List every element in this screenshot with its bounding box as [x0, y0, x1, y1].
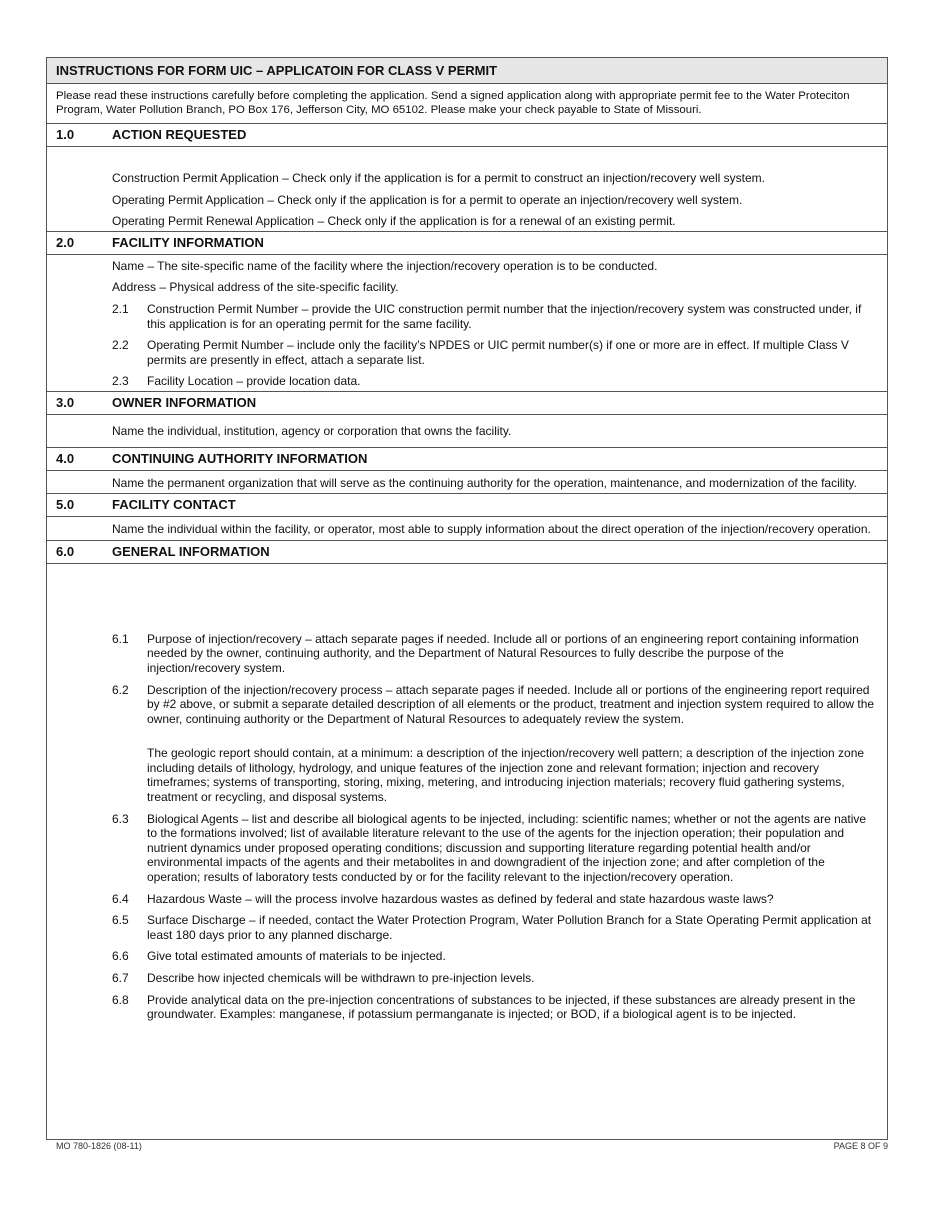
paragraph: Operating Permit Renewal Application – Check only if the application is for a renewal of an existing permit.	[112, 214, 676, 229]
section-title: FACILITY INFORMATION	[112, 234, 264, 250]
paragraph: Construction Permit Application – Check only if the application is for a permit to construct an injection/recovery well system.	[112, 171, 765, 185]
section-title: OWNER INFORMATION	[112, 394, 257, 410]
item-text: Description of the injection/recovery process – attach separate pages if needed. Include all or portions of the engineering report required by #2 above, or submit a separate detailed description of all elements or the product, treatment and injection system required to allow the owner, continuing authority or the Department of Natural Resources to adequately review the system.	[147, 682, 875, 726]
form-title: INSTRUCTIONS FOR FORM UIC – APPLICATOIN FOR CLASS V PERMIT	[47, 58, 887, 84]
paragraph: Name – The site-specific name of the facility where the injection/recovery operation is to be conducted.	[112, 258, 658, 273]
section-number: 1.0	[56, 127, 75, 142]
section-heading-4	[47, 448, 887, 471]
section-number: 2.0	[56, 234, 75, 250]
intro-text: Please read these instructions carefully before completing the application. Send a signed application along with appropriate permit fee to the Water Proteciton Program, Water Pollution Branch, PO Box 176, Jefferson City, MO 65102. Please make your check payable to State of Missouri.	[47, 84, 887, 124]
item-text: Operating Permit Number – include only the facility’s NPDES or UIC permit number(s) if one or more are in effect. If multiple Class V permits are presently in effect, attach a separate list.	[147, 338, 849, 367]
form-number: MO 780-1826 (08-11)	[56, 1141, 142, 1151]
page-number: PAGE 8 OF 9	[833, 1141, 888, 1151]
item-number: 6.3	[112, 811, 129, 826]
item-number: 6.1	[112, 631, 129, 646]
list-item	[112, 812, 877, 885]
section-heading-5	[47, 493, 887, 517]
list-item	[112, 338, 877, 367]
paragraph: Name the individual, institution, agency or corporation that owns the facility.	[112, 423, 512, 438]
item-number: 6.6	[112, 949, 129, 964]
paragraph: Operating Permit Application – Check only if the application is for a permit to operate an injection/recovery well system.	[112, 192, 743, 207]
section-body-2	[47, 255, 887, 389]
list-item	[112, 892, 877, 907]
section-number: 4.0	[56, 450, 75, 466]
section-body-3	[47, 415, 887, 448]
section-heading-2	[47, 231, 887, 255]
form-instructions-page	[46, 57, 888, 1140]
list-item	[112, 683, 877, 727]
item-text: Construction Permit Number – provide the UIC construction permit number that the injection/recovery system was constructed under, if this application is for an operating permit for the same facility.	[147, 301, 862, 331]
list-item	[112, 632, 877, 676]
item-number: 2.2	[112, 338, 129, 353]
list-item	[112, 374, 877, 389]
section-body-6	[47, 564, 887, 1022]
section-title: FACILITY CONTACT	[112, 497, 236, 513]
section-number: 6.0	[56, 543, 75, 559]
list-item	[112, 949, 877, 964]
section-body-5	[47, 517, 887, 537]
list-item	[112, 302, 877, 331]
item-text: Provide analytical data on the pre-injection concentrations of substances to be injected, if these substances are already present in the groundwater. Examples: manganese, if potassium permanganate is injected; or BOD, if a biological agent is to be injected.	[147, 992, 856, 1022]
item-number: 6.7	[112, 971, 129, 985]
geologic-report-note	[112, 746, 877, 804]
section-body-1	[47, 147, 887, 229]
item-number: 2.1	[112, 301, 129, 316]
item-text: Surface Discharge – if needed, contact the Water Protection Program, Water Pollution Branch for a State Operating Permit application at least 180 days prior to any planned discharge.	[147, 913, 872, 942]
item-text: Facility Location – provide location data.	[147, 374, 361, 389]
list-item	[112, 971, 877, 986]
section-title: GENERAL INFORMATION	[112, 543, 270, 559]
list-item	[112, 993, 877, 1022]
item-text: Purpose of injection/recovery – attach separate pages if needed. Include all or portions of an engineering report containing information needed by the owner, continuing authority, and the Department of Natural Resources to fully describe the purpose of the injection/recovery system.	[147, 631, 859, 675]
item-number: 6.2	[112, 682, 129, 697]
paragraph: Name the individual within the facility, or operator, most able to supply information about the direct operation of the injection/recovery operation.	[112, 522, 871, 537]
section-number: 5.0	[56, 497, 75, 513]
item-text: Describe how injected chemicals will be withdrawn to pre-injection levels.	[147, 971, 535, 985]
item-text: Hazardous Waste – will the process involve hazardous wastes as defined by federal and state hazardous waste laws?	[147, 891, 774, 906]
item-number: 2.3	[112, 374, 129, 389]
paragraph: Address – Physical address of the site-specific facility.	[112, 280, 399, 295]
section-number: 3.0	[56, 394, 75, 410]
section-heading-1	[47, 124, 887, 147]
note-text: The geologic report should contain, at a minimum: a description of the injection/recovery well pattern; a description of the injection zone including details of lithology, hydrology, and unique features of the injection zone and relevant formation; injection and recovery timeframes; systems of transporting, storing, mixing, metering, and introducing injection materials; recovery fluid gathering systems, treatment or recycling, and disposal systems.	[147, 746, 865, 805]
item-number: 6.4	[112, 891, 129, 906]
section-title: CONTINUING AUTHORITY INFORMATION	[112, 450, 368, 466]
item-text: Give total estimated amounts of materials to be injected.	[147, 949, 446, 964]
list-item	[112, 913, 877, 942]
item-text: Biological Agents – list and describe all biological agents to be injected, including: scientific names; whether or not the agents are native to the formations involved; list of available literature relevant to the use of the agents for the injection operation; their population and nutrient dynamics under proposed operating conditions; discussion and supporting literature regarding potential health and/or environmental impacts of the agents and their metabolites in and downgradient of the injection zone; and after completion of the operation; results of laboratory tests conducted by or for the facility relevant to the injection/recovery operation.	[147, 811, 867, 885]
section-title: ACTION REQUESTED	[112, 127, 247, 142]
section-body-4	[47, 471, 887, 491]
item-number: 6.5	[112, 913, 129, 928]
section-heading-3	[47, 391, 887, 415]
item-number: 6.8	[112, 992, 129, 1007]
paragraph: Name the permanent organization that will serve as the continuing authority for the operation, maintenance, and modernization of the facility.	[112, 475, 857, 490]
section-heading-6	[47, 540, 887, 564]
